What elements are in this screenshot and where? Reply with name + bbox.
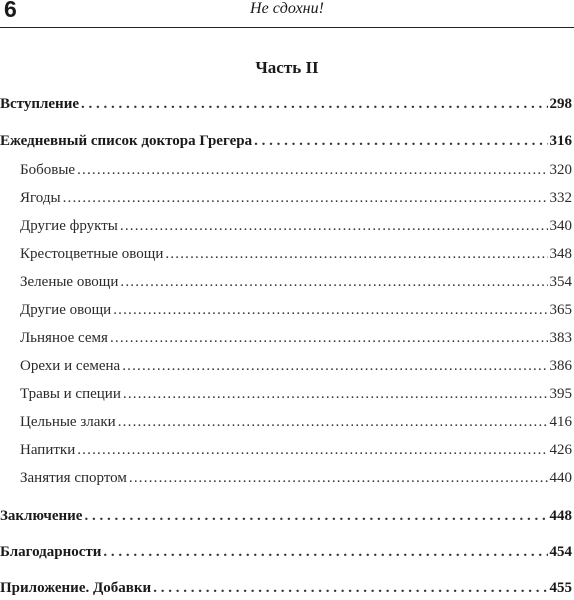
toc-entry[interactable] bbox=[0, 214, 572, 238]
dot-leader bbox=[77, 438, 547, 462]
dot-leader bbox=[123, 382, 548, 406]
toc-entry-page: 454 bbox=[549, 544, 572, 560]
toc-entry-page: 340 bbox=[549, 218, 572, 234]
toc-entry[interactable] bbox=[0, 242, 572, 266]
toc-entry[interactable] bbox=[0, 410, 572, 434]
header-rule bbox=[0, 27, 574, 28]
toc-entry-page: 386 bbox=[549, 358, 572, 374]
toc-entry-label: Приложение. Добавки bbox=[0, 580, 152, 596]
toc-entry-page: 316 bbox=[549, 133, 572, 149]
toc-entry[interactable] bbox=[0, 129, 572, 153]
toc-entry-label: Крестоцветные овощи bbox=[20, 246, 164, 262]
dot-leader bbox=[129, 466, 548, 490]
dot-leader bbox=[77, 158, 547, 182]
toc-entry[interactable] bbox=[0, 382, 572, 406]
toc-entry-page: 448 bbox=[549, 508, 572, 524]
dot-leader bbox=[120, 214, 548, 238]
toc-entry-label: Бобовые bbox=[20, 162, 76, 178]
toc-entry-label: Льняное семя bbox=[20, 330, 108, 346]
toc-entry-page: 395 bbox=[549, 386, 572, 402]
toc-entry[interactable] bbox=[0, 92, 572, 116]
dot-leader bbox=[165, 242, 547, 266]
toc-entry-label: Занятия спортом bbox=[20, 470, 127, 486]
toc-entry-label: Ягоды bbox=[20, 190, 61, 206]
page-number: 6 bbox=[4, 0, 17, 22]
dot-leader bbox=[84, 504, 547, 528]
toc-entry[interactable] bbox=[0, 438, 572, 462]
dot-leader bbox=[103, 540, 547, 564]
toc-entry-page: 354 bbox=[549, 274, 572, 290]
toc-entry[interactable] bbox=[0, 298, 572, 322]
dot-leader bbox=[120, 270, 547, 294]
dot-leader bbox=[81, 92, 548, 116]
toc-entry-label: Ежедневный список доктора Грегера bbox=[0, 133, 253, 149]
toc-entry-label: Другие овощи bbox=[20, 302, 112, 318]
toc-entry-label: Вступление bbox=[0, 96, 79, 112]
running-title: Не сдохни! bbox=[250, 0, 324, 17]
part-title: Часть II bbox=[255, 58, 319, 77]
toc-entry[interactable] bbox=[0, 466, 572, 490]
toc-entry-label: Орехи и семена bbox=[20, 358, 121, 374]
dot-leader bbox=[113, 298, 547, 322]
toc-entry[interactable] bbox=[0, 576, 572, 600]
toc-entry-page: 383 bbox=[549, 330, 572, 346]
toc-entry-label: Напитки bbox=[20, 442, 76, 458]
toc-entry[interactable] bbox=[0, 326, 572, 350]
toc-entry-page: 365 bbox=[549, 302, 572, 318]
page-header bbox=[0, 0, 574, 28]
dot-leader bbox=[118, 410, 548, 434]
toc-entry[interactable] bbox=[0, 354, 572, 378]
toc-entry[interactable] bbox=[0, 270, 572, 294]
dot-leader bbox=[122, 354, 547, 378]
toc-entry-label: Цельные злаки bbox=[20, 414, 116, 430]
dot-leader bbox=[153, 576, 547, 600]
toc-entry-page: 426 bbox=[549, 442, 572, 458]
toc-entry-page: 348 bbox=[549, 246, 572, 262]
dot-leader bbox=[254, 129, 547, 153]
toc-entry-page: 455 bbox=[549, 580, 572, 596]
toc-entry-page: 416 bbox=[549, 414, 572, 430]
toc-entry[interactable] bbox=[0, 158, 572, 182]
dot-leader bbox=[63, 186, 548, 210]
toc-entry-page: 440 bbox=[549, 470, 572, 486]
toc-entry-page: 320 bbox=[549, 162, 572, 178]
toc-entry-label: Благодарности bbox=[0, 544, 102, 560]
toc-entry-label: Зеленые овощи bbox=[20, 274, 119, 290]
toc-entry-page: 332 bbox=[549, 190, 572, 206]
toc-entry[interactable] bbox=[0, 540, 572, 564]
toc-entry-page: 298 bbox=[549, 96, 572, 112]
toc-entry[interactable] bbox=[0, 186, 572, 210]
toc-entry[interactable] bbox=[0, 504, 572, 528]
toc-entry-label: Другие фрукты bbox=[20, 218, 118, 234]
toc-entry-label: Заключение bbox=[0, 508, 83, 524]
toc-entry-label: Травы и специи bbox=[20, 386, 121, 402]
dot-leader bbox=[110, 326, 548, 350]
